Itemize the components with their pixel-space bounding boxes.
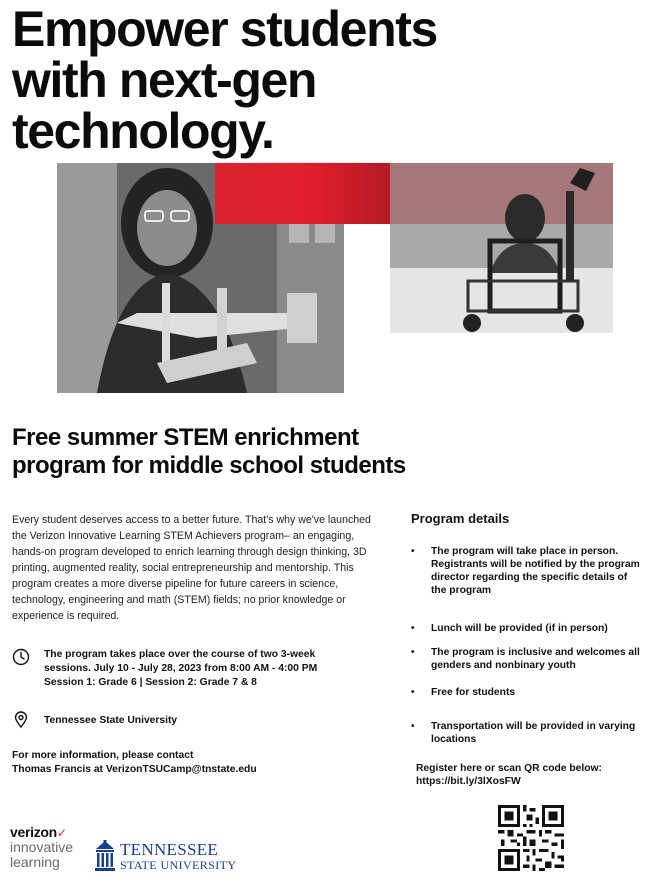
list-item xyxy=(411,646,643,672)
tsu-wordmark xyxy=(120,841,236,872)
clock-icon xyxy=(12,648,30,666)
headline-line: Empower students xyxy=(12,1,437,57)
intro-paragraph: Every student deserves access to a better future. That's why we've launched the Verizon Innovative Learning STEM Achievers program– an engaging, hands-on program developed to enrich learning through design thinking, 3D printing, augmented reality, social entrepreneurship and mentorship. This program creates a more diverse pipeline for future careers in science, technology, engineering and math (STEM) fields; no prior knowledge or experience is required. xyxy=(12,514,371,622)
headline-line: with next-gen xyxy=(12,52,317,108)
tsu-name-line: STATE UNIVERSITY xyxy=(120,857,237,872)
innovative-text: innovative xyxy=(10,839,74,855)
schedule-line: The program takes place over the course of two 3-week xyxy=(44,649,316,660)
location-row xyxy=(12,711,177,729)
bullet-icon: • xyxy=(411,647,415,658)
list-item-text: Transportation will be provided in varying locations xyxy=(431,721,636,745)
contact-email-line[interactable]: Thomas Francis at VerizonTSUCamp@tnstate.edu xyxy=(12,764,257,775)
bullet-icon: • xyxy=(411,623,415,634)
list-item-text: Lunch will be provided (if in person) xyxy=(431,623,608,634)
register-block xyxy=(416,762,646,788)
map-pin-icon xyxy=(12,711,30,729)
subheadline xyxy=(12,424,612,480)
list-item xyxy=(411,545,643,597)
qr-code[interactable] xyxy=(498,805,564,871)
verizon-wordmark-text: verizon xyxy=(10,824,57,840)
schedule-line: sessions. July 10 - July 28, 2023 from 8:00 AM - 4:00 PM xyxy=(44,663,318,674)
tsu-building-icon xyxy=(94,840,116,872)
list-item xyxy=(411,720,643,746)
verizon-innovative-learning-logo xyxy=(10,825,90,870)
list-item xyxy=(411,686,643,699)
location-text: Tennessee State University xyxy=(44,715,178,726)
tennessee-state-university-logo xyxy=(94,838,244,874)
headline xyxy=(12,1,612,159)
contact-info xyxy=(12,749,372,777)
headline-line: technology. xyxy=(12,103,274,159)
register-text: Register here or scan QR code below: xyxy=(416,763,602,774)
bullet-icon: • xyxy=(411,687,415,698)
list-item-text: Free for students xyxy=(431,687,516,698)
student-robot-photo xyxy=(390,163,613,333)
program-details-title: Program details xyxy=(411,511,510,526)
red-accent-band xyxy=(215,163,390,224)
list-item-text: The program will take place in person. Registrants will be notified by the program director regarding the specific details of the program xyxy=(431,546,640,596)
bullet-icon: • xyxy=(411,721,415,732)
bullet-icon: • xyxy=(411,546,415,557)
contact-line: For more information, please contact xyxy=(12,750,194,761)
schedule-line: Session 1: Grade 6 | Session 2: Grade 7 & 8 xyxy=(44,677,257,688)
checkmark-icon: ✓ xyxy=(56,826,67,840)
tsu-name-line: TENNESSEE xyxy=(120,839,219,859)
subheadline-line: Free summer STEM enrichment xyxy=(12,424,359,451)
subheadline-line: program for middle school students xyxy=(12,452,406,479)
list-item xyxy=(411,622,643,635)
verizon-wordmark xyxy=(10,825,90,840)
register-link[interactable]: https://bit.ly/3lXosFW xyxy=(416,776,521,787)
schedule-text xyxy=(44,648,317,690)
schedule-row xyxy=(12,648,317,690)
list-item-text: The program is inclusive and welcomes all genders and nonbinary youth xyxy=(431,647,640,671)
learning-text: learning xyxy=(10,854,60,870)
